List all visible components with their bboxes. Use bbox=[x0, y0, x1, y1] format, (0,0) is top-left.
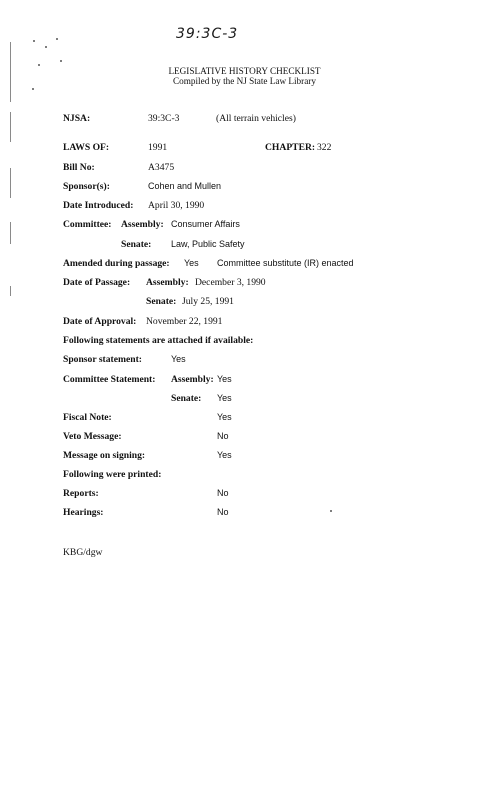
committee-assembly-label: Assembly: bbox=[121, 219, 164, 230]
njsa-value: 39:3C-3 bbox=[148, 113, 180, 124]
committee-assembly-value: Consumer Affairs bbox=[171, 219, 240, 229]
committee-senate-value: Law, Public Safety bbox=[171, 239, 245, 249]
committee-statement-label: Committee Statement: bbox=[63, 374, 156, 385]
amended-label: Amended during passage: bbox=[63, 258, 170, 269]
date-of-approval-label: Date of Approval: bbox=[63, 316, 137, 327]
scan-speck bbox=[32, 88, 34, 90]
statements-heading: Following statements are attached if available: bbox=[63, 335, 254, 346]
laws-of-value: 1991 bbox=[148, 142, 168, 153]
hearings-value: No bbox=[217, 507, 229, 517]
reports-label: Reports: bbox=[63, 488, 99, 499]
committee-statement-assembly-value: Yes bbox=[217, 374, 232, 384]
scan-edge-line bbox=[10, 168, 11, 198]
committee-statement-senate-label: Senate: bbox=[171, 393, 202, 404]
message-on-signing-value: Yes bbox=[217, 450, 232, 460]
scan-edge-line bbox=[10, 222, 11, 244]
fiscal-note-label: Fiscal Note: bbox=[63, 412, 112, 423]
scan-edge-line bbox=[10, 112, 11, 142]
passage-senate-value: July 25, 1991 bbox=[182, 296, 234, 307]
sponsor-statement-value: Yes bbox=[171, 354, 186, 364]
passage-senate-label: Senate: bbox=[146, 296, 177, 307]
njsa-label: NJSA: bbox=[63, 113, 91, 124]
date-introduced-value: April 30, 1990 bbox=[148, 200, 205, 211]
page-title: LEGISLATIVE HISTORY CHECKLIST bbox=[168, 66, 321, 76]
message-on-signing-label: Message on signing: bbox=[63, 450, 146, 461]
chapter-value: 322 bbox=[317, 142, 332, 153]
committee-senate-label: Senate: bbox=[121, 239, 152, 250]
printed-heading: Following were printed: bbox=[63, 469, 162, 480]
page-subtitle: Compiled by the NJ State Law Library bbox=[173, 76, 316, 86]
laws-of-label: LAWS OF: bbox=[63, 142, 110, 153]
date-of-passage-label: Date of Passage: bbox=[63, 277, 131, 288]
amended-value: Yes bbox=[184, 258, 199, 268]
reports-value: No bbox=[217, 488, 229, 498]
passage-assembly-value: December 3, 1990 bbox=[195, 277, 266, 288]
bill-no-label: Bill No: bbox=[63, 162, 95, 173]
typist-initials: KBG/dgw bbox=[63, 547, 103, 558]
handwritten-statute-number: 39:3C-3 bbox=[176, 26, 239, 42]
passage-assembly-label: Assembly: bbox=[146, 277, 189, 288]
fiscal-note-value: Yes bbox=[217, 412, 232, 422]
sponsors-label: Sponsor(s): bbox=[63, 181, 110, 192]
veto-message-label: Veto Message: bbox=[63, 431, 122, 442]
njsa-note: (All terrain vehicles) bbox=[216, 113, 296, 124]
hearings-label: Hearings: bbox=[63, 507, 104, 518]
date-introduced-label: Date Introduced: bbox=[63, 200, 134, 211]
scan-speck bbox=[330, 510, 332, 512]
sponsors-value: Cohen and Mullen bbox=[148, 181, 222, 191]
bill-no-value: A3475 bbox=[148, 162, 175, 173]
scan-speck bbox=[56, 38, 58, 40]
scan-speck bbox=[45, 46, 47, 48]
committee-statement-assembly-label: Assembly: bbox=[171, 374, 214, 385]
date-of-approval-value: November 22, 1991 bbox=[146, 316, 223, 327]
committee-statement-senate-value: Yes bbox=[217, 393, 232, 403]
committee-label: Committee: bbox=[63, 219, 112, 230]
chapter-label: CHAPTER: bbox=[265, 142, 316, 153]
scan-speck bbox=[60, 60, 62, 62]
scan-edge-line bbox=[10, 286, 11, 296]
sponsor-statement-label: Sponsor statement: bbox=[63, 354, 142, 365]
scan-speck bbox=[33, 40, 35, 42]
amended-note: Committee substitute (IR) enacted bbox=[217, 258, 354, 268]
veto-message-value: No bbox=[217, 431, 229, 441]
